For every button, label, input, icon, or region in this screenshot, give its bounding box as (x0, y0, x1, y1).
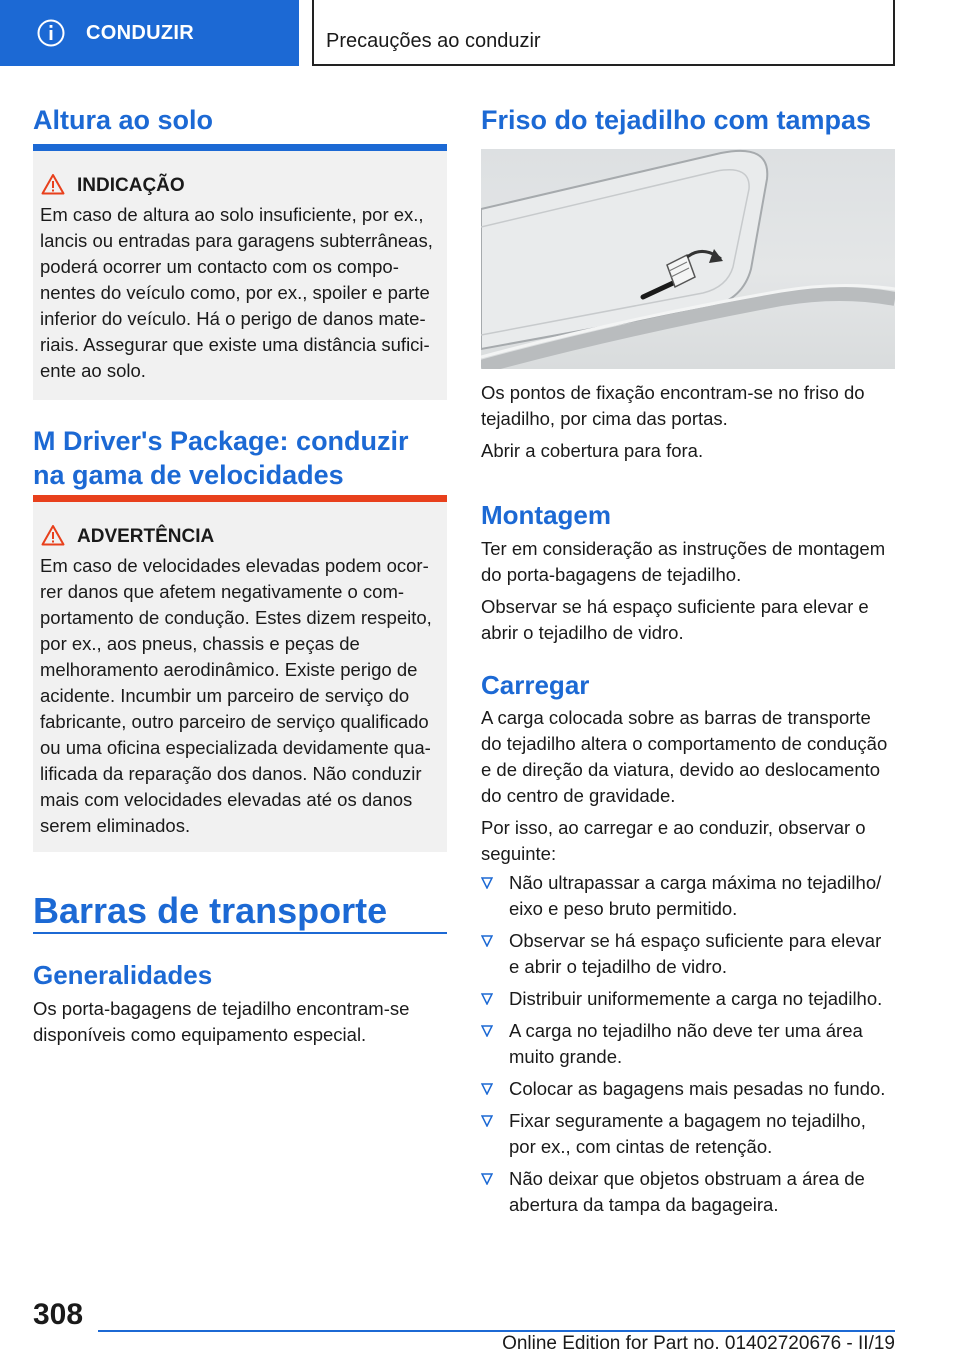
paragraph-generalidades: Os porta-bagagens de tejadilho encontram-se disponíveis como equipamento especial. (33, 998, 410, 1045)
heading-friso-do-tejadilho: Friso do tejadilho com tampas (481, 105, 872, 135)
warning-triangle-icon (41, 524, 65, 546)
heading-generalidades: Generalidades (33, 960, 213, 990)
notice-text: Em caso de altura ao solo insuficiente, por ex., lancis ou entradas para garagens subterrâneas, poderá ocorrer um contacto com os componentes do veículo como, por ex., spoiler e parte inferior do veículo. Há o perigo de danos materiais. Assegurar que existe uma distância suficiente ao solo. (40, 204, 433, 381)
triangle-bullet-icon (481, 1025, 493, 1037)
section-label: CONDUZIR (86, 21, 194, 44)
list-item-text: Fixar seguramente a bagagem no tejadilho, por ex., com cintas de retenção. (509, 1110, 866, 1157)
list-item (481, 1076, 895, 1102)
paragraph-friso-1: Os pontos de fixação encontram-se no friso do tejadilho, por cima das portas. (481, 382, 865, 429)
notice-text: Em caso de velocidades elevadas podem ocorrer danos que afetem negativamente o comportamento de condução. Estes dizem respeito, por ex., aos pneus, chassis e peças de melhoramento aerodinâmico. Existe perigo de acidente. Incumbir um parceiro de serviço do fabricante, outro parceiro de serviço qualificado ou uma oficina especializada devidamente qualificada da reparação dos danos. Não conduzir mais com velocidades elevadas até os danos serem eliminados. (40, 555, 432, 836)
notice-title: INDICAÇÃO (77, 175, 185, 196)
list-item (481, 870, 895, 922)
heading-montagem: Montagem (481, 500, 611, 530)
list-item-text: Colocar as bagagens mais pesadas no fundo. (509, 1078, 886, 1099)
triangle-bullet-icon (481, 1115, 493, 1127)
notice-box-advertencia (33, 495, 447, 852)
warning-triangle-icon (41, 173, 65, 195)
notice-top-bar (33, 495, 447, 502)
list-item (481, 1108, 895, 1160)
paragraph-carregar-1: A carga colocada sobre as barras de transporte do tejadilho altera o comportamento de condução e de direção da viatura, devido ao deslocamento do centro de gravidade. (481, 707, 888, 806)
list-item-text: Não ultrapassar a carga máxima no tejadilho/ eixo e peso bruto permitido. (509, 872, 882, 919)
footer-rule (98, 1330, 895, 1332)
list-item (481, 928, 895, 980)
page-title: Precauções ao conduzir (326, 30, 541, 52)
notice-top-bar (33, 144, 447, 151)
list-item-text: Observar se há espaço suficiente para elevar e abrir o tejadilho de vidro. (509, 930, 882, 977)
list-item-text: A carga no tejadilho não deve ter uma área muito grande. (509, 1020, 863, 1067)
heading-carregar: Carregar (481, 670, 590, 700)
triangle-bullet-icon (481, 877, 493, 889)
paragraph-montagem-1: Ter em consideração as instruções de montagem do porta-bagagens de tejadilho. (481, 538, 886, 585)
list-item-text: Distribuir uniformemente a carga no tejadilho. (509, 988, 883, 1009)
paragraph-friso-2: Abrir a cobertura para fora. (481, 440, 704, 461)
heading-barras-de-transporte: Barras de transporte (33, 890, 388, 931)
section-tab (0, 0, 299, 66)
heading-underline (33, 932, 447, 934)
triangle-bullet-icon (481, 1083, 493, 1095)
heading-m-drivers-package: M Driver's Package: conduzir na gama de velocidades (33, 426, 409, 490)
notice-title: ADVERTÊNCIA (77, 526, 215, 547)
notice-box-indicacao (33, 144, 447, 400)
list-item (481, 1018, 895, 1070)
page-number: 308 (33, 1298, 84, 1331)
paragraph-carregar-2: Por isso, ao carregar e ao conduzir, observar o seguinte: (481, 817, 866, 864)
loading-rules-list (481, 870, 895, 1224)
roof-trim-illustration (481, 149, 895, 369)
info-circle-icon (36, 18, 66, 48)
paragraph-montagem-2: Observar se há espaço suficiente para elevar e abrir o tejadilho de vidro. (481, 596, 869, 643)
footer-edition: Online Edition for Part no. 01402720676 - II/19 (502, 1333, 895, 1354)
list-item (481, 1166, 895, 1218)
triangle-bullet-icon (481, 935, 493, 947)
heading-altura-ao-solo: Altura ao solo (33, 105, 214, 135)
roof-trim-photo (481, 149, 895, 369)
list-item (481, 986, 895, 1012)
triangle-bullet-icon (481, 1173, 493, 1185)
triangle-bullet-icon (481, 993, 493, 1005)
list-item-text: Não deixar que objetos obstruam a área de abertura da tampa da bagageira. (509, 1168, 865, 1215)
